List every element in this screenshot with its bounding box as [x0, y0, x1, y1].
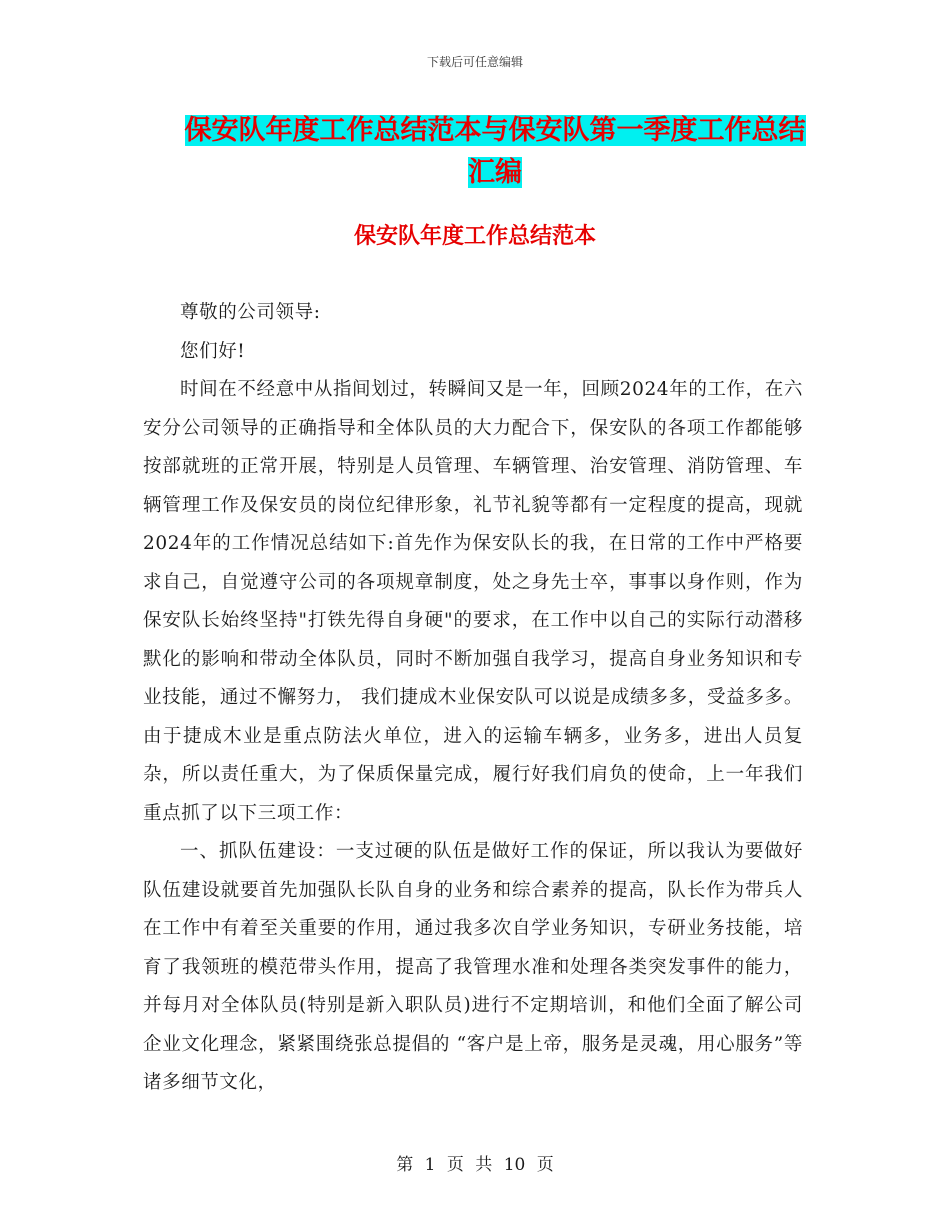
page-number-footer: 第 1 页 共 10 页: [396, 1155, 554, 1175]
page-header-note: 下载后可任意编辑: [426, 55, 523, 69]
salutation-paragraph: 尊敬的公司领导:: [180, 302, 321, 323]
body-paragraph: 一、抓队伍建设：一支过硬的队伍是做好工作的保证，所以我认为要做好队伍建设就要首先加强队长队自身的业务和综合素养的提高，队长作为带兵人在工作中有着至关重要的作用，通过我多次自学业务知识，专研业务技能，培育了我领班的模范带头作用，提高了我管理水准和处理各类突发事件的能力，并每月对全体队员(特别是新入职队员)进行不定期培训，和他们全面了解公司企业文化理念，紧紧围绕张总提倡的 “客户是上帝，服务是灵魂，用心服务”等诸多细节文化，: [143, 841, 803, 1093]
document-title: [180, 110, 810, 194]
body-paragraph: 时间在不经意中从指间划过，转瞬间又是一年，回顾2024年的工作，在六安分公司领导的正确指导和全体队员的大力配合下，保安队的各项工作都能够按部就班的正常开展，特别是人员管理、车辆管理、治安管理、消防管理、车辆管理工作及保安员的岗位纪律形象，礼节礼貌等都有一定程度的提高，现就2024年的工作情况总结如下:首先作为保安队长的我，在日常的工作中严格要求自己，自觉遵守公司的各项规章制度，处之身先士卒，事事以身作则，作为保安队长始终坚持"打铁先得自身硬"的要求，在工作中以自己的实际行动潜移默化的影响和带动全体队员，同时不断加强自我学习，提高自身业务知识和专业技能，通过不懈努力， 我们捷成木业保安队可以说是成绩多多，受益多多。由于捷成木业是重点防法火单位，进入的运输车辆多，业务多，进出人员复杂，所以责任重大，为了保质保量完成，履行好我们肩负的使命，上一年我们重点抓了以下三项工作：: [143, 379, 803, 824]
section-title: 保安队年度工作总结范本: [353, 223, 596, 249]
document-body: [143, 294, 803, 1103]
greeting-paragraph: 您们好!: [180, 340, 246, 362]
document-title-text: 保安队年度工作总结范本与保安队第一季度工作总结汇编: [184, 115, 806, 188]
